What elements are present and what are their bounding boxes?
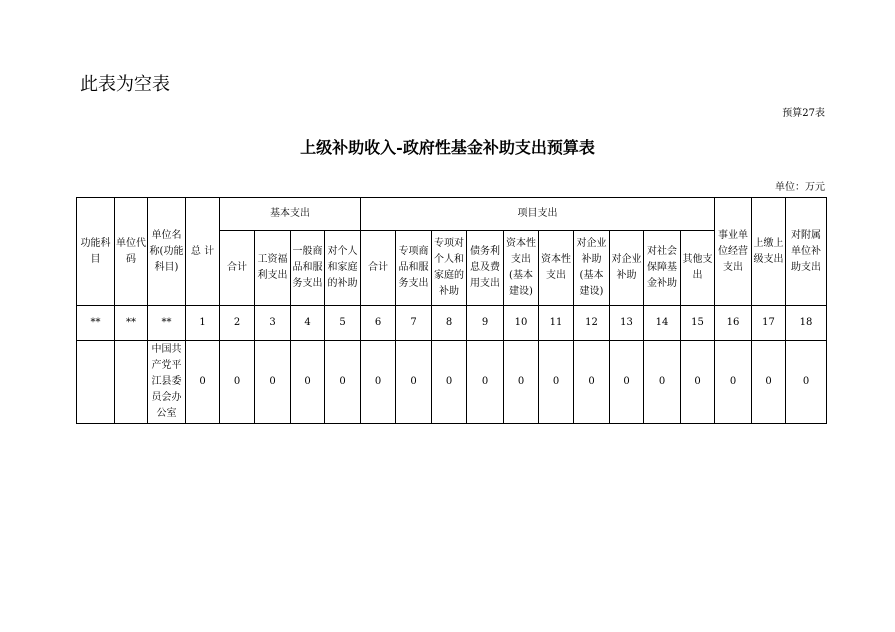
header-project-enterprise-construction: 对企业补助(基本建设)	[574, 231, 610, 306]
number-cell: 1	[186, 306, 220, 341]
header-business-expense: 事业单位经营支出	[715, 198, 752, 306]
data-cell-func-code	[77, 341, 115, 424]
data-cell: 0	[291, 341, 325, 424]
number-cell: 7	[396, 306, 432, 341]
data-cell: 0	[325, 341, 361, 424]
header-basic-goods-services: 一般商品和服务支出	[291, 231, 325, 306]
data-cell-unit-code	[115, 341, 148, 424]
page-title: 上级补助收入-政府性基金补助支出预算表	[300, 138, 595, 157]
number-cell: 4	[291, 306, 325, 341]
budget-table	[76, 197, 827, 424]
header-project-capital-construction: 资本性支出(基本建设)	[504, 231, 539, 306]
header-project-enterprise-subsidy: 对企业补助	[610, 231, 644, 306]
data-cell: 0	[396, 341, 432, 424]
number-cell: 15	[681, 306, 715, 341]
number-cell: 9	[467, 306, 504, 341]
data-cell: 0	[610, 341, 644, 424]
data-cell: 0	[255, 341, 291, 424]
number-cell: 12	[574, 306, 610, 341]
number-cell: 6	[361, 306, 396, 341]
number-cell: 11	[539, 306, 574, 341]
data-cell: 0	[432, 341, 467, 424]
header-project-goods-services: 专项商品和服务支出	[396, 231, 432, 306]
number-cell: 2	[220, 306, 255, 341]
header-unit-code: 单位代码	[115, 198, 148, 306]
header-project-individual-subsidy: 专项对个人和家庭的补助	[432, 231, 467, 306]
data-cell: 0	[361, 341, 396, 424]
data-cell: 0	[539, 341, 574, 424]
column-number-row	[77, 306, 827, 341]
number-cell: 13	[610, 306, 644, 341]
number-cell: 18	[786, 306, 827, 341]
data-cell: 0	[467, 341, 504, 424]
table-row	[77, 341, 827, 424]
header-project-capital: 资本性支出	[539, 231, 574, 306]
number-cell: 14	[644, 306, 681, 341]
number-cell: 17	[752, 306, 786, 341]
table-number: 预算27表	[782, 108, 825, 119]
header-basic-wages: 工资福利支出	[255, 231, 291, 306]
number-cell: **	[77, 306, 115, 341]
header-func-code: 功能科目	[77, 198, 115, 306]
header-remit-superior: 上缴上级支出	[752, 198, 786, 306]
number-cell: 5	[325, 306, 361, 341]
data-cell: 0	[574, 341, 610, 424]
header-basic-total: 合计	[220, 231, 255, 306]
number-cell: 10	[504, 306, 539, 341]
header-basic-individual-subsidy: 对个人和家庭的补助	[325, 231, 361, 306]
header-project-debt-interest: 债务利息及费用支出	[467, 231, 504, 306]
blank-table-note: 此表为空表	[80, 74, 170, 95]
header-total: 总 计	[186, 198, 220, 306]
data-cell: 0	[186, 341, 220, 424]
number-cell: **	[148, 306, 186, 341]
header-project-other: 其他支出	[681, 231, 715, 306]
number-cell: 3	[255, 306, 291, 341]
header-subsidiary-subsidy: 对附属单位补助支出	[786, 198, 827, 306]
data-cell: 0	[644, 341, 681, 424]
number-cell: 8	[432, 306, 467, 341]
header-project-total: 合计	[361, 231, 396, 306]
number-cell: **	[115, 306, 148, 341]
header-unit-name: 单位名称(功能科目)	[148, 198, 186, 306]
data-cell: 0	[752, 341, 786, 424]
data-cell: 0	[504, 341, 539, 424]
data-cell: 0	[220, 341, 255, 424]
data-cell-unit-name: 中国共产党平江县委员会办公室	[148, 341, 186, 424]
header-project-social-security: 对社会保障基金补助	[644, 231, 681, 306]
data-cell: 0	[786, 341, 827, 424]
header-project-group: 项目支出	[361, 198, 715, 231]
number-cell: 16	[715, 306, 752, 341]
data-cell: 0	[715, 341, 752, 424]
unit-label: 单位：万元	[775, 182, 825, 193]
header-basic-group: 基本支出	[220, 198, 361, 231]
data-cell: 0	[681, 341, 715, 424]
